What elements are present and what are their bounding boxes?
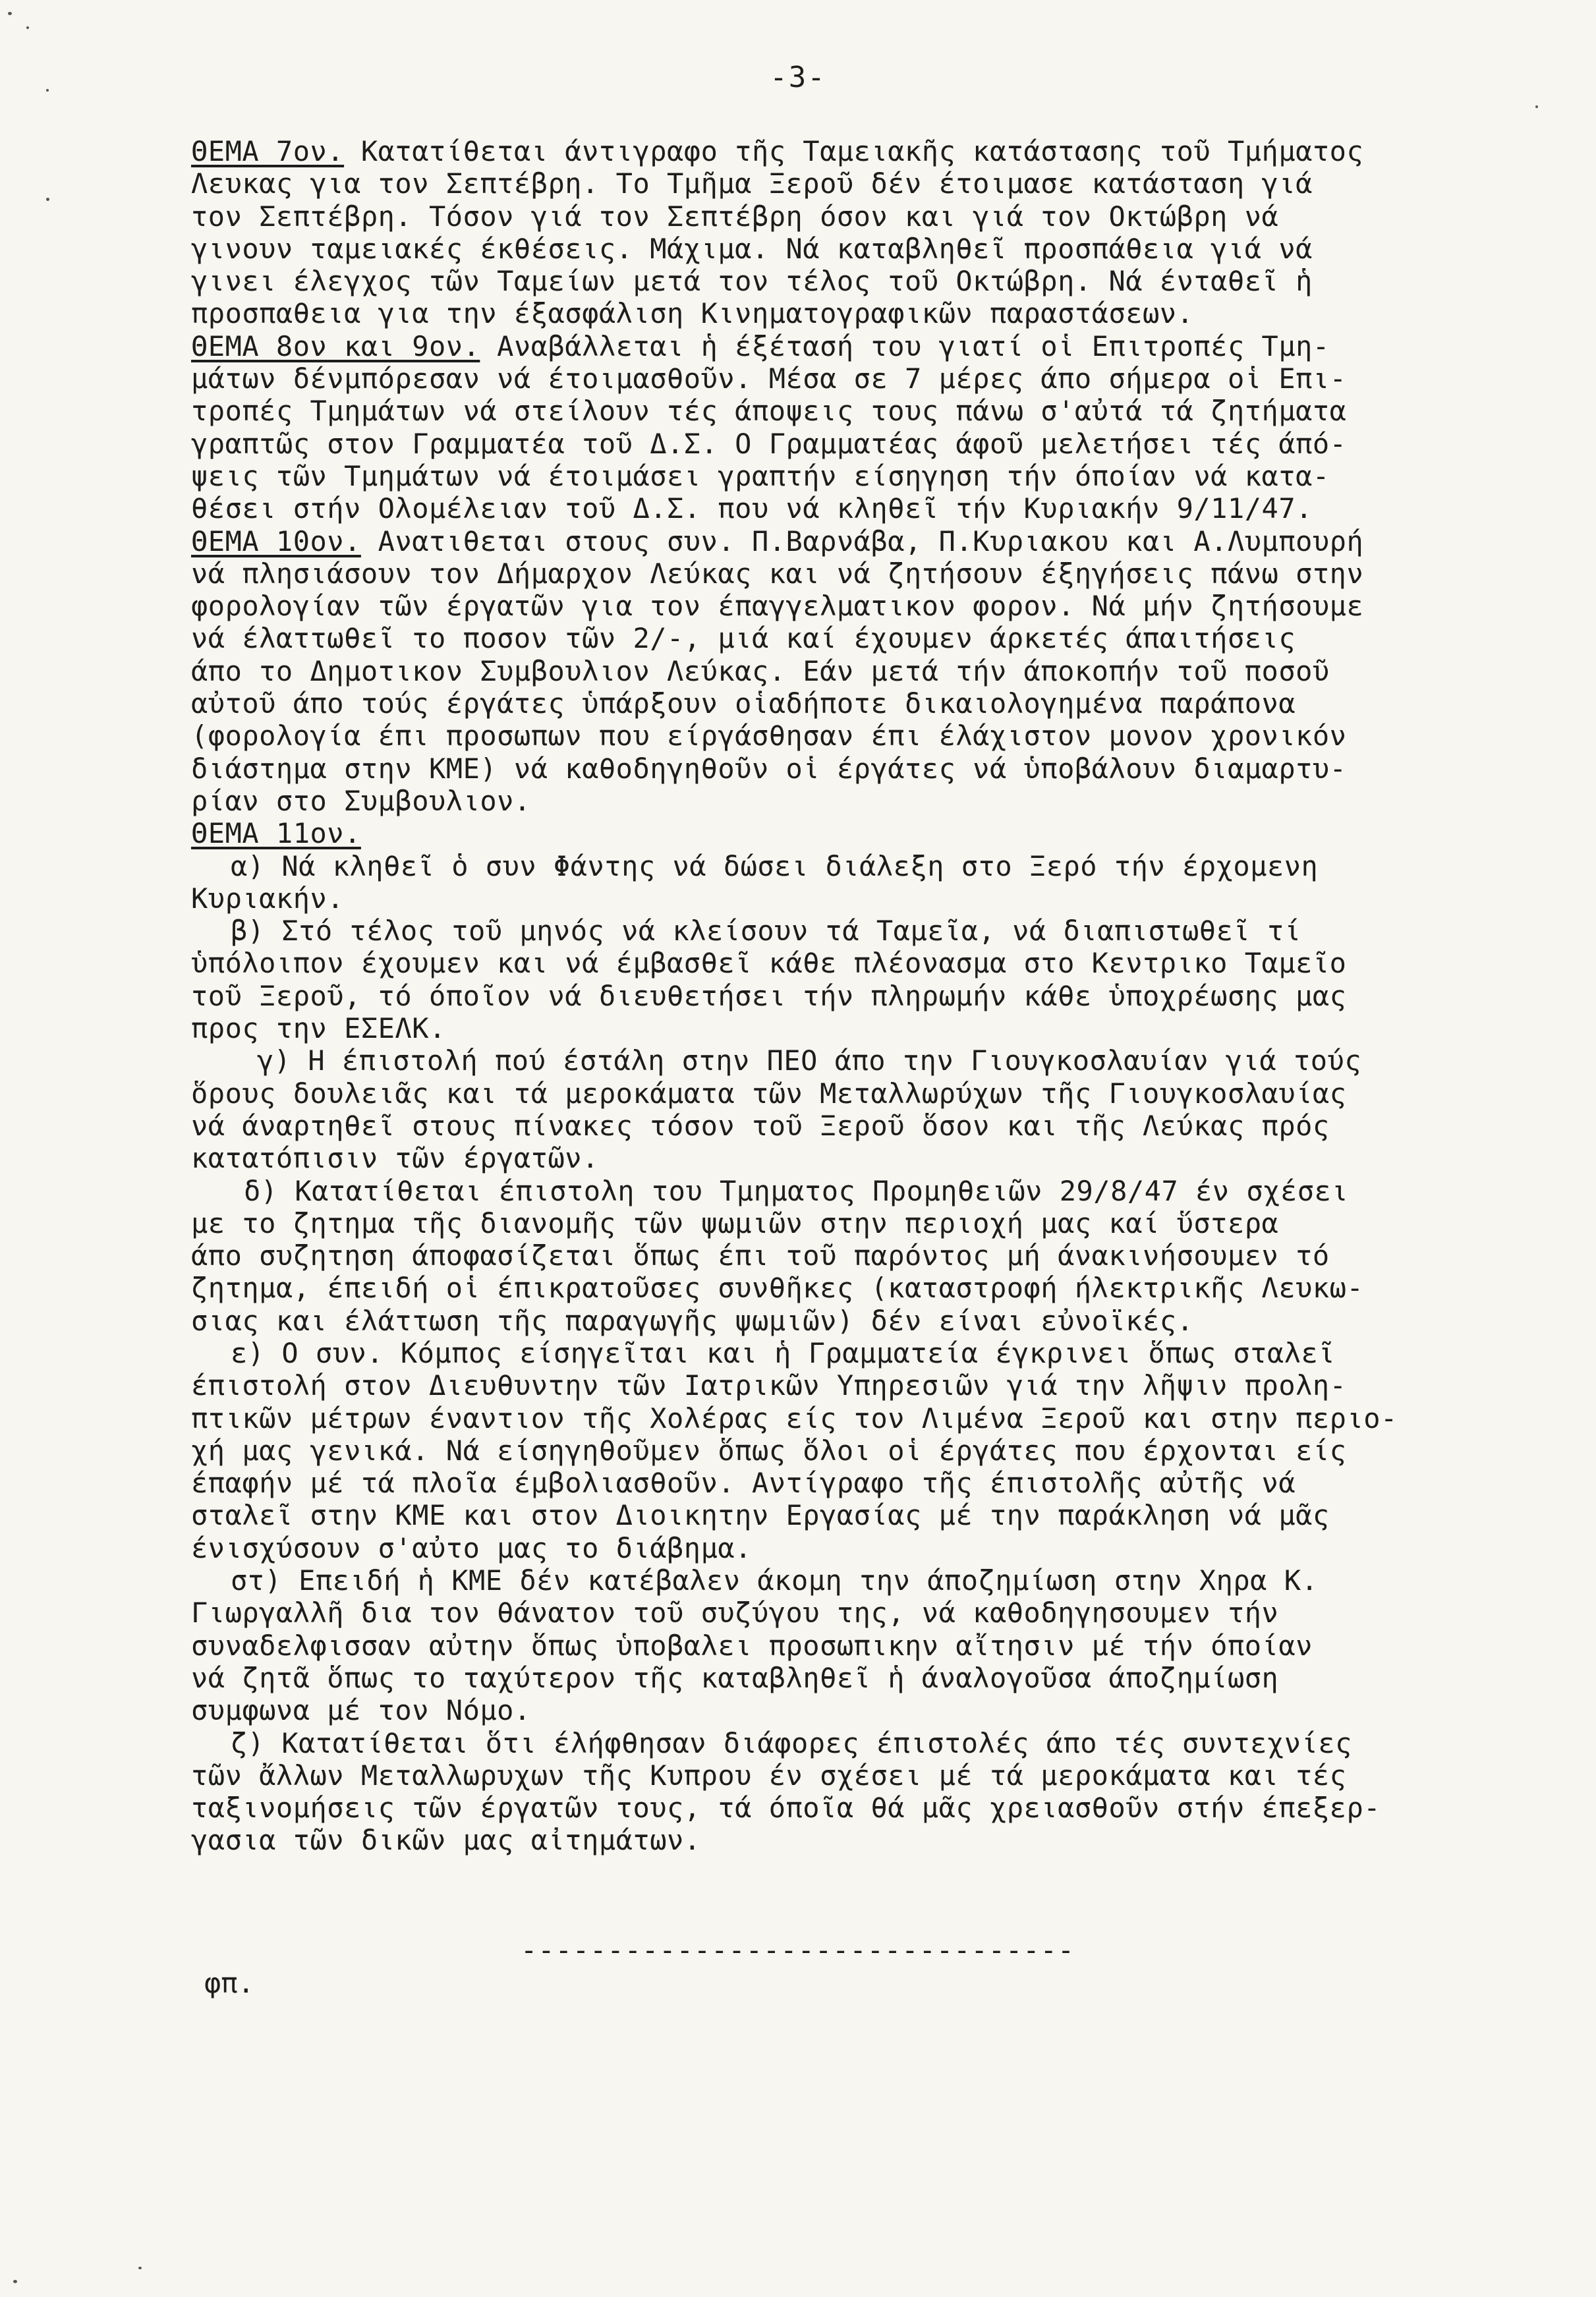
text-line bbox=[191, 1012, 1562, 1044]
text-line bbox=[191, 1110, 1562, 1142]
text-line bbox=[191, 135, 1562, 167]
text-line bbox=[191, 1597, 1562, 1629]
line-text: νά έλαττωθεῖ το ποσον τῶν 2/-, μιά καί έχουμεν άρκετές άπαιτήσεις bbox=[191, 622, 1296, 655]
text-line bbox=[191, 1337, 1562, 1369]
text-line bbox=[191, 1239, 1562, 1272]
text-line bbox=[191, 1467, 1562, 1499]
text-line bbox=[191, 655, 1562, 687]
document-body bbox=[191, 135, 1562, 1857]
text-line bbox=[191, 428, 1562, 460]
line-text: ὅρους δουλειᾶς και τά μεροκάματα τῶν Μεταλλωρύχων τῆς Γιουγκοσλαυίας bbox=[191, 1077, 1347, 1110]
line-text: τον Σεπτέβρη. Τόσον γιά τον Σεπτέβρη όσον και γιά τον Οκτώβρη νά bbox=[191, 200, 1279, 233]
text-line bbox=[191, 297, 1562, 329]
line-text: Ανατιθεται στους συν. Π.Βαρνάβα, Π.Κυριακου και Α.Λυμπουρή bbox=[360, 525, 1364, 557]
line-text: με το ζητημα τῆς διανομῆς τῶν ψωμιῶν στην περιοχή μας καί ὕστερα bbox=[191, 1206, 1279, 1239]
text-line bbox=[191, 525, 1562, 557]
text-line bbox=[191, 1142, 1562, 1174]
text-line bbox=[191, 817, 1562, 849]
text-line bbox=[191, 1532, 1562, 1564]
text-line bbox=[191, 915, 1562, 947]
text-line bbox=[191, 720, 1562, 752]
text-line bbox=[191, 882, 1562, 915]
line-text: τῶν ἄλλων Μεταλλωρυχων τῆς Κυπρου έν σχέσει μέ τά μεροκάματα και τές bbox=[191, 1759, 1347, 1792]
line-text: χή μας γενικά. Νά είσηγηθοῦμεν ὅπως ὅλοι οἱ έργάτες που έρχονται είς bbox=[191, 1434, 1347, 1467]
line-text: μάτων δένμπόρεσαν νά έτοιμασθοῦν. Μέσα σε 7 μέρες άπο σήμερα οἱ Επι- bbox=[191, 362, 1347, 395]
text-line bbox=[191, 1369, 1562, 1402]
text-line bbox=[191, 330, 1562, 362]
line-text: ταξινομήσεις τῶν έργατῶν τους, τά όποῖα θά μᾶς χρειασθοῦν στήν έπεξερ- bbox=[191, 1792, 1381, 1825]
line-text: έπαφήν μέ τά πλοῖα έμβολιασθοῦν. Αντίγραφο τῆς έπιστολῆς αὐτῆς νά bbox=[191, 1467, 1296, 1500]
text-line bbox=[191, 1044, 1562, 1077]
line-text: ζ) Κατατίθεται ὅτι έλήφθησαν διάφορες έπιστολές άπο τές συντεχνίες bbox=[231, 1726, 1352, 1759]
text-line bbox=[191, 492, 1562, 525]
section-heading: ΘΕΜΑ 8ον και 9ον. bbox=[191, 329, 480, 362]
line-text: γασια τῶν δικῶν μας αἰτημάτων. bbox=[191, 1824, 701, 1857]
line-text: Γιωργαλλῆ δια τον θάνατον τοῦ συζύγου της, νά καθοδηγησουμεν τήν bbox=[191, 1597, 1279, 1630]
text-line bbox=[191, 265, 1562, 297]
scan-speck bbox=[13, 2280, 17, 2283]
text-line bbox=[191, 460, 1562, 492]
line-text: α) Νά κληθεῖ ὁ συν Φάντης νά δώσει διάλεξη στο Ξερό τήν έρχομενη bbox=[231, 849, 1319, 882]
text-line bbox=[191, 200, 1562, 233]
text-line bbox=[191, 687, 1562, 720]
line-text: έπιστολή στον Διευθυντην τῶν Ιατρικῶν Υπηρεσιῶν γιά την λῆψιν προλη- bbox=[191, 1369, 1347, 1402]
line-text: γινει έλεγχος τῶν Ταμείων μετά τον τέλος τοῦ Οκτώβρη. Νά ένταθεῖ ἡ bbox=[191, 265, 1313, 298]
line-text: δ) Κατατίθεται έπιστολη του Τμηματος Προμηθειῶν 29/8/47 έν σχέσει bbox=[244, 1174, 1349, 1207]
line-text: (φορολογία έπι προσωπων που είργάσθησαν έπι έλάχιστον μονον χρονικόν bbox=[191, 720, 1347, 752]
text-line bbox=[191, 1499, 1562, 1531]
page-number: -3- bbox=[770, 61, 826, 94]
line-text: ὑπόλοιπον έχουμεν και νά έμβασθεῖ κάθε πλέονασμα στο Κεντρικο Ταμεῖο bbox=[191, 947, 1347, 980]
line-text: ένισχύσουν σ'αὐτο μας το διάβημα. bbox=[191, 1531, 752, 1564]
line-text: συναδελφισσαν αὐτην ὅπως ὑποβαλει προσωπικην αἴτησιν μέ τήν όποίαν bbox=[191, 1629, 1313, 1662]
text-line bbox=[191, 557, 1562, 590]
text-line bbox=[191, 1272, 1562, 1304]
line-text: β) Στό τέλος τοῦ μηνός νά κλείσουν τά Ταμεῖα, νά διαπιστωθεῖ τί bbox=[231, 915, 1301, 948]
line-text: κατατόπισιν τῶν έργατῶν. bbox=[191, 1142, 599, 1175]
line-text: προς την ΕΣΕΛΚ. bbox=[191, 1012, 446, 1045]
line-text: Λευκας για τον Σεπτέβρη. Το Τμῆμα Ξεροῦ δέν έτοιμασε κατάσταση γιά bbox=[191, 167, 1313, 200]
line-text: τοῦ Ξεροῦ, τό όποῖον νά διευθετήσει τήν πληρωμήν κάθε ὑποχρέωσης μας bbox=[191, 979, 1347, 1012]
line-text: νά άναρτηθεῖ στους πίνακες τόσον τοῦ Ξεροῦ ὅσον και τῆς Λεύκας πρός bbox=[191, 1109, 1330, 1142]
line-text: θέσει στήν Ολομέλειαν τοῦ Δ.Σ. που νά κληθεῖ τήν Κυριακήν 9/11/47. bbox=[191, 492, 1313, 525]
text-line bbox=[191, 1077, 1562, 1110]
text-line bbox=[191, 362, 1562, 395]
text-line bbox=[191, 1402, 1562, 1434]
line-text: ψεις τῶν Τμημάτων νά έτοιμάσει γραπτήν είσηγηση τήν όποίαν νά κατα- bbox=[191, 459, 1330, 492]
text-line bbox=[191, 850, 1562, 882]
text-line bbox=[191, 1305, 1562, 1337]
line-text: ρίαν στο Συμβουλιον. bbox=[191, 784, 531, 817]
text-line bbox=[191, 1175, 1562, 1207]
text-line bbox=[191, 1824, 1562, 1856]
text-line bbox=[191, 1792, 1562, 1824]
text-line bbox=[191, 233, 1562, 265]
line-text: πτικῶν μέτρων έναντιον τῆς Χολέρας είς τον Λιμένα Ξεροῦ και στην περιο- bbox=[191, 1402, 1398, 1434]
scan-speck bbox=[46, 89, 49, 92]
text-line bbox=[191, 1694, 1562, 1726]
text-line bbox=[191, 167, 1562, 200]
line-text: ζητημα, έπειδή οἱ έπικρατοῦσες συνθῆκες (καταστροφή ήλεκτρικῆς Λευκω- bbox=[191, 1272, 1364, 1305]
line-text: γινουν ταμειακές έκθέσεις. Μάχιμα. Νά καταβληθεῖ προσπάθεια γιά νά bbox=[191, 232, 1313, 265]
text-line bbox=[191, 785, 1562, 817]
line-text: Αναβάλλεται ἡ έξέτασή του γιατί οἱ Επιτροπές Τμη- bbox=[480, 329, 1330, 362]
section-heading: ΘΕΜΑ 11ον. bbox=[191, 817, 361, 850]
text-line bbox=[191, 947, 1562, 979]
text-line bbox=[191, 980, 1562, 1012]
line-text: διάστημα στην ΚΜΕ) νά καθοδηγηθοῦν οἱ έργάτες νά ὑποβάλουν διαμαρτυ- bbox=[191, 752, 1347, 785]
line-text: νά ζητᾶ ὅπως το ταχύτερον τῆς καταβληθεῖ ἡ άναλογοῦσα άποζημίωση bbox=[191, 1661, 1279, 1694]
line-text: στ) Επειδή ἡ ΚΜΕ δέν κατέβαλεν άκομη την άποζημίωση στην Χηρα Κ. bbox=[231, 1564, 1319, 1597]
line-text: Κατατίθεται άντιγραφο τῆς Ταμειακῆς κατάστασης τοῦ Τμήματος bbox=[344, 135, 1364, 167]
line-text: ε) Ο συν. Κόμπος είσηγεῖται και ἡ Γραμματεία έγκρινει ὅπως σταλεῖ bbox=[231, 1336, 1336, 1369]
text-line bbox=[191, 1207, 1562, 1239]
scan-speck bbox=[1535, 105, 1538, 108]
text-line bbox=[191, 395, 1562, 427]
text-line bbox=[191, 1630, 1562, 1662]
text-line bbox=[191, 622, 1562, 654]
scan-speck bbox=[26, 26, 29, 29]
line-text: συμφωνα μέ τον Νόμο. bbox=[191, 1694, 531, 1727]
line-text: γ) Η έπιστολή πού έστάλη στην ΠΕΟ άπο την Γιουγκοσλαυίαν γιά τούς bbox=[257, 1044, 1362, 1077]
text-line bbox=[191, 1564, 1562, 1597]
scan-speck bbox=[8, 12, 12, 15]
section-heading: ΘΕΜΑ 10ον. bbox=[191, 525, 361, 557]
text-line bbox=[191, 590, 1562, 622]
line-text: φορολογίαν τῶν έργατῶν για τον έπαγγελματικον φορον. Νά μήν ζητήσουμε bbox=[191, 590, 1364, 623]
line-text: σιας και έλάττωση τῆς παραγωγῆς ψωμιῶν) δέν είναι εὐνοϊκές. bbox=[191, 1304, 1194, 1337]
closing-initials: φπ. bbox=[204, 1967, 254, 1999]
line-text: Κυριακήν. bbox=[191, 882, 345, 915]
line-text: σταλεῖ στην ΚΜΕ και στον Διοικητην Εργασίας μέ την παράκληση νά μᾶς bbox=[191, 1499, 1330, 1532]
line-text: γραπτῶς στον Γραμματέα τοῦ Δ.Σ. Ο Γραμματέας άφοῦ μελετήσει τές άπό- bbox=[191, 427, 1347, 460]
line-text: τροπές Τμημάτων νά στείλουν τές άποψεις τους πάνω σ'αὐτά τά ζητήματα bbox=[191, 395, 1347, 428]
section-heading: ΘΕΜΑ 7ον. bbox=[191, 135, 345, 167]
text-line bbox=[191, 1434, 1562, 1467]
line-text: νά πλησιάσουν τον Δήμαρχον Λεύκας και νά ζητήσουν έξηγήσεις πάνω στην bbox=[191, 557, 1364, 590]
text-line bbox=[191, 1727, 1562, 1759]
text-line bbox=[191, 1759, 1562, 1792]
line-text: άπο συζητηση άποφασίζεται ὅπως έπι τοῦ παρόντος μή άνακινήσουμεν τό bbox=[191, 1239, 1330, 1272]
line-text: αὐτοῦ άπο τούς έργάτες ὑπάρξουν οἱαδήποτε δικαιολογημένα παράπονα bbox=[191, 687, 1296, 720]
text-line bbox=[191, 752, 1562, 785]
text-line bbox=[191, 1662, 1562, 1694]
scan-speck bbox=[46, 198, 49, 201]
line-text: άπο το Δημοτικον Συμβουλιον Λεύκας. Εάν μετά τήν άποκοπήν τοῦ ποσοῦ bbox=[191, 654, 1330, 687]
line-text: προσπαθεια για την έξασφάλιση Κινηματογραφικῶν παραστάσεων. bbox=[191, 297, 1194, 330]
scan-speck bbox=[138, 2267, 142, 2269]
separator-line: -------------------------------- bbox=[521, 1934, 1075, 1966]
